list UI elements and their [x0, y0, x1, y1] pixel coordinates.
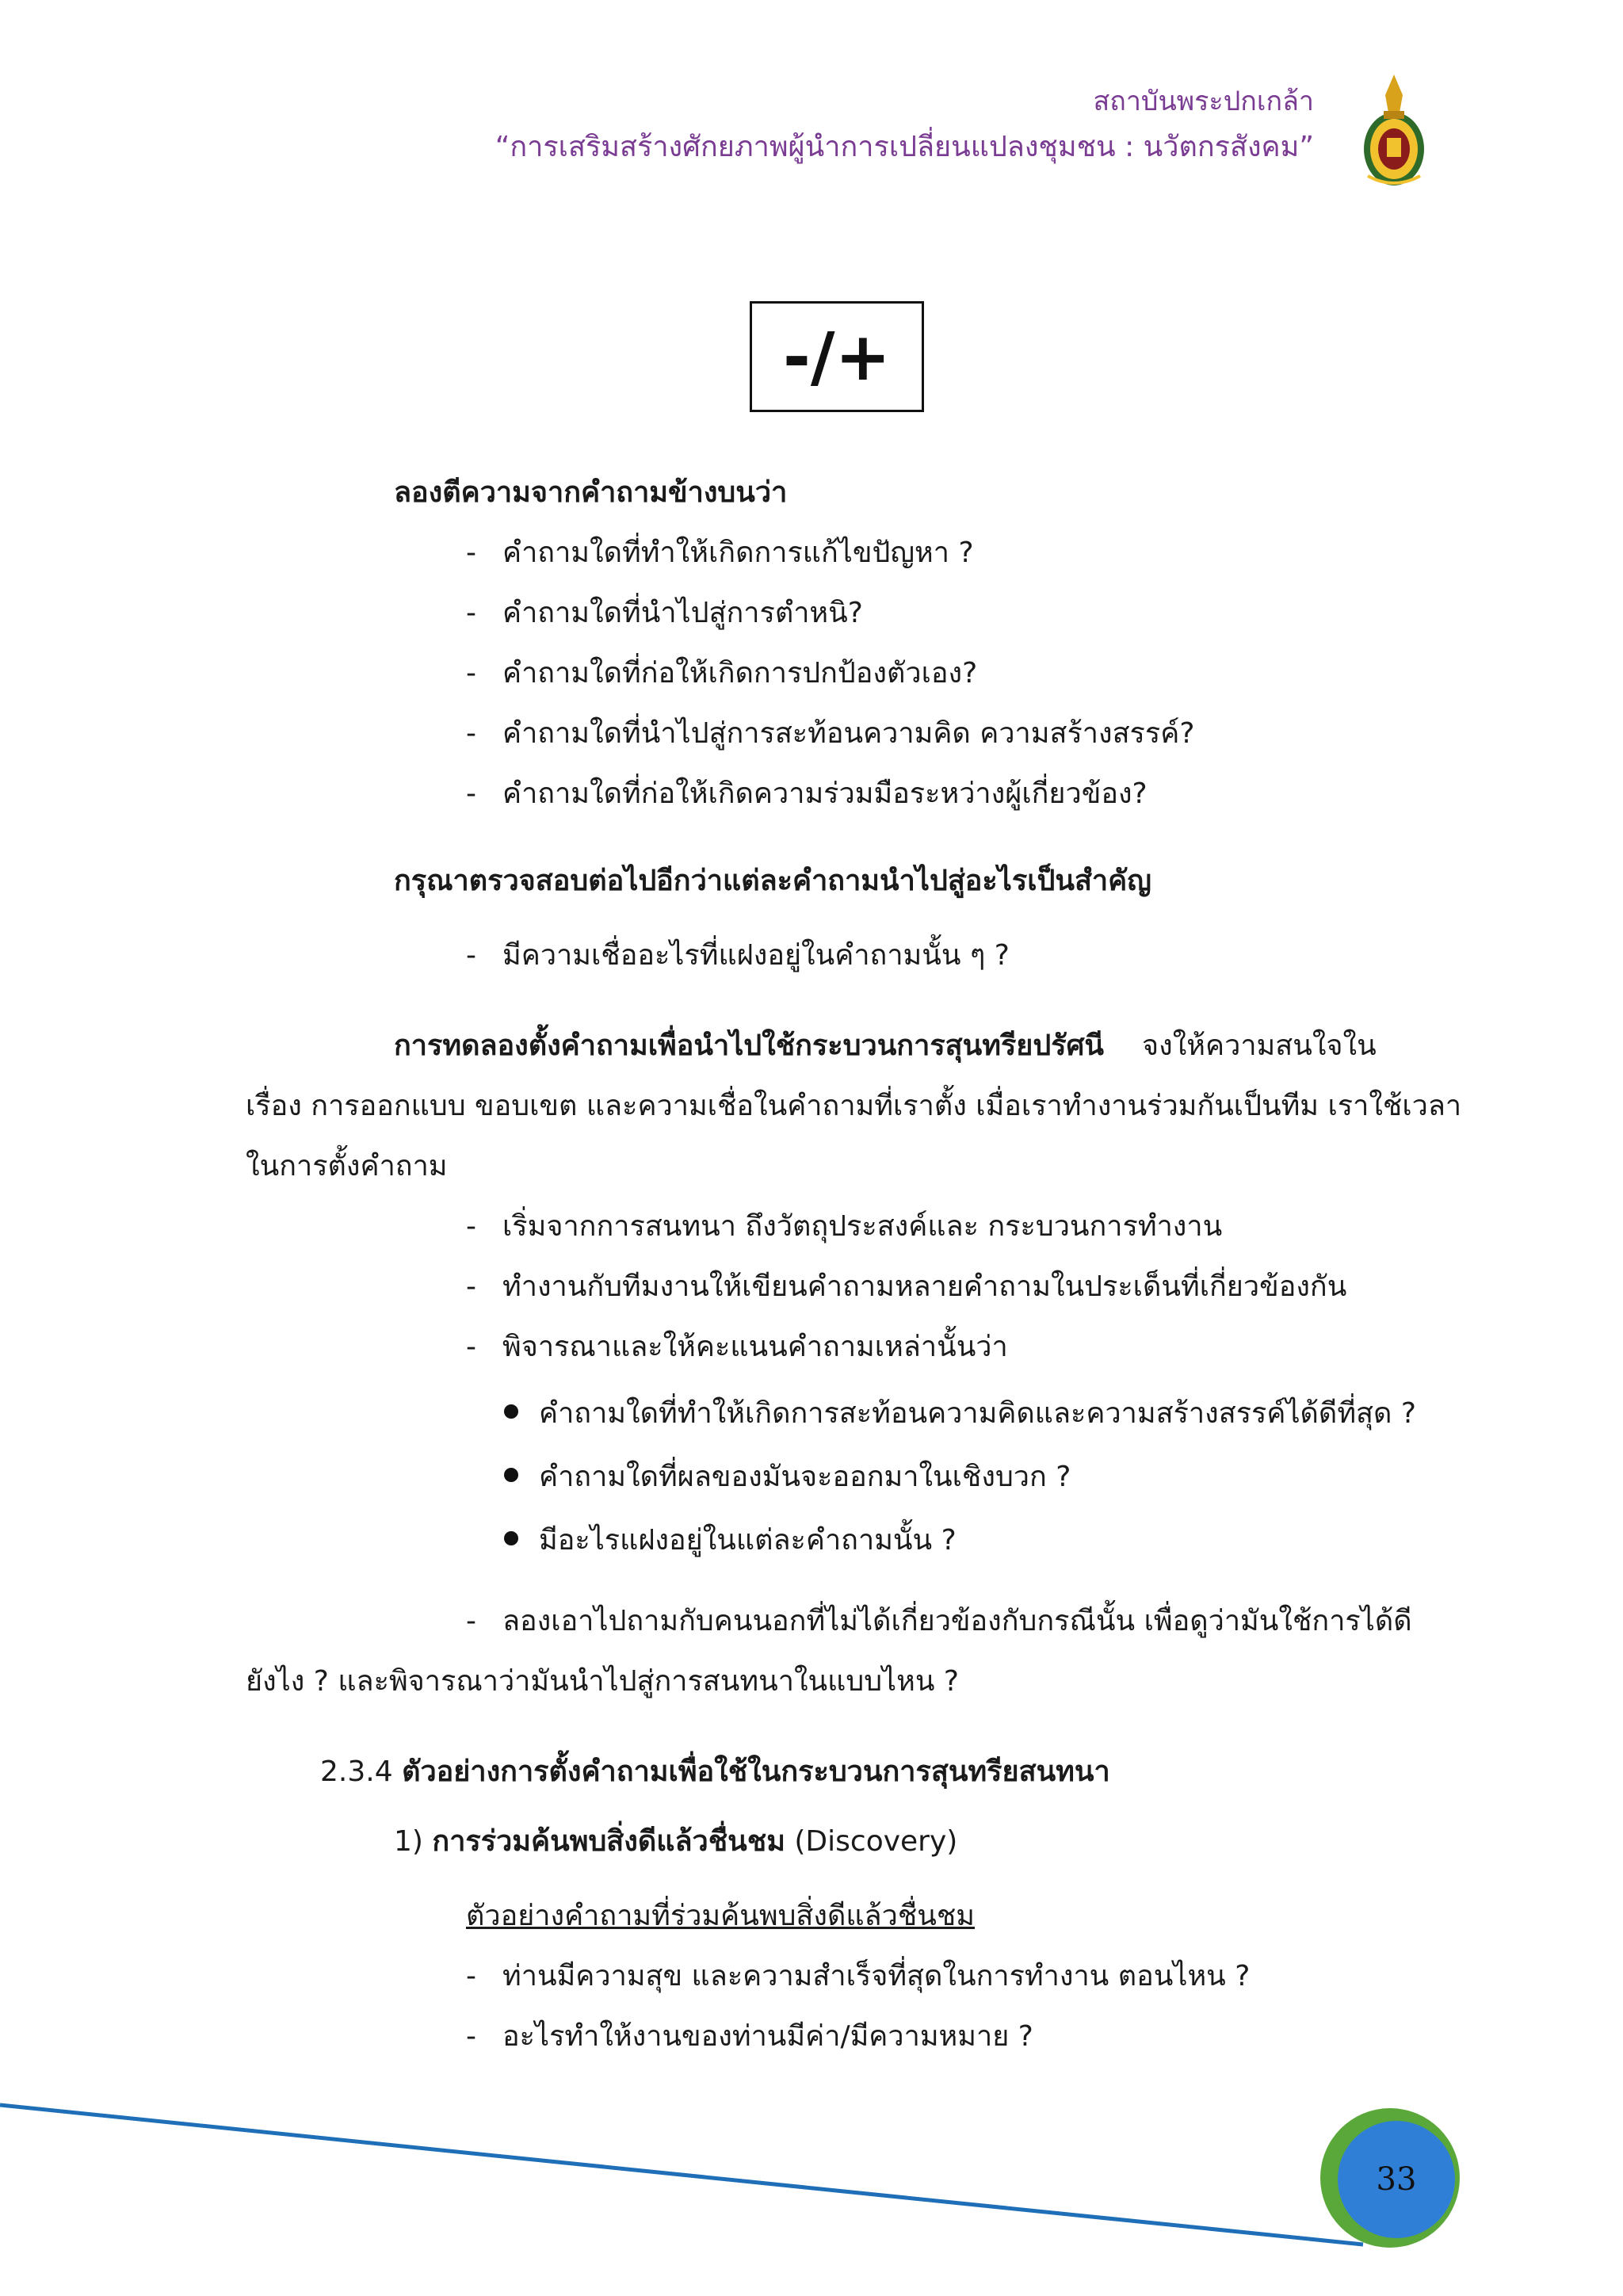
list-item: - คำถามใดที่นำไปสู่การสะท้อนความคิด ความสร้างสรรค์?: [466, 717, 1195, 750]
list-item: - ท่านมีความสุข และความสำเร็จที่สุดในการทำงาน ตอนไหน ?: [466, 1960, 1251, 1992]
bullet-item: คำถามใดที่ผลของมันจะออกมาในเชิงบวก ?: [504, 1463, 1071, 1492]
section3-last-line1: - ลองเอาไปถามกับคนนอกที่ไม่ได้เกี่ยวข้องกับกรณีนั้น เพื่อดูว่ามันใช้การได้ดี: [466, 1605, 1412, 1637]
list-item: - คำถามใดที่ก่อให้เกิดความร่วมมือระหว่างผู้เกี่ยวข้อง?: [466, 777, 1148, 810]
section3-lead: การทดลองตั้งคำถามเพื่อนำไปใช้กระบวนการสุนทรียปรัศนี จงให้ความสนใจใน: [394, 1030, 1377, 1062]
list-item: - มีความเชื่ออะไรที่แฝงอยู่ในคำถามนั้น ๆ ?: [466, 939, 1010, 972]
section1-heading: ลองตีความจากคำถามข้างบนว่า: [394, 476, 788, 509]
header-title: “การเสริมสร้างศักยภาพผู้นำการเปลี่ยนแปลงชุมชน : นวัตกรสังคม”: [495, 131, 1314, 163]
bullet-item: มีอะไรแฝงอยู่ในแต่ละคำถามนั้น ?: [504, 1526, 957, 1555]
page-number: 33: [1338, 2121, 1455, 2238]
section4-subheading: 1) การร่วมค้นพบสิ่งดีแล้วชื่นชม (Discovery): [394, 1825, 958, 1858]
bullet-dot-icon: [504, 1404, 518, 1419]
section3-line2: เรื่อง การออกแบบ ขอบเขต และความเชื่อในคำถามที่เราตั้ง เมื่อเราทำงานร่วมกันเป็นทีม เราใช้เวลา: [246, 1090, 1462, 1122]
header-institute: สถาบันพระปกเกล้า: [1093, 86, 1314, 117]
list-item: - อะไรทำให้งานของท่านมีค่า/มีความหมาย ?: [466, 2020, 1033, 2053]
list-item: - ทำงานกับทีมงานให้เขียนคำถามหลายคำถามในประเด็นที่เกี่ยวข้องกัน: [466, 1270, 1347, 1303]
section3-last-line2: ยังไง ? และพิจารณาว่ามันนำไปสู่การสนทนาในแบบไหน ?: [246, 1665, 960, 1698]
example-title: ตัวอย่างคำถามที่ร่วมค้นพบสิ่งดีแล้วชื่นชม: [466, 1900, 976, 1932]
bullet-dot-icon: [504, 1468, 518, 1482]
list-item: - คำถามใดที่ก่อให้เกิดการปกป้องตัวเอง?: [466, 657, 978, 690]
list-item: - คำถามใดที่ทำให้เกิดการแก้ไขปัญหา ?: [466, 537, 974, 569]
bullet-item: คำถามใดที่ทำให้เกิดการสะท้อนความคิดและความสร้างสรรค์ได้ดีที่สุด ?: [504, 1400, 1416, 1428]
section2-heading: กรุณาตรวจสอบต่อไปอีกว่าแต่ละคำถามนำไปสู่อะไรเป็นสำคัญ: [394, 865, 1151, 897]
bullet-dot-icon: [504, 1531, 518, 1545]
institute-seal-icon: [1360, 71, 1428, 190]
section3-line3: ในการตั้งคำถาม: [246, 1150, 448, 1182]
list-item: - พิจารณาและให้คะแนนคำถามเหล่านั้นว่า: [466, 1331, 1008, 1363]
list-item: - เริ่มจากการสนทนา ถึงวัตถุประสงค์และ กระบวนการทำงาน: [466, 1210, 1223, 1243]
symbol-box: -/+: [750, 301, 924, 412]
section4-heading: 2.3.4 ตัวอย่างการตั้งคำถามเพื่อใช้ในกระบวนการสุนทรียสนทนา: [320, 1755, 1110, 1788]
list-item: - คำถามใดที่นำไปสู่การตำหนิ?: [466, 597, 863, 629]
